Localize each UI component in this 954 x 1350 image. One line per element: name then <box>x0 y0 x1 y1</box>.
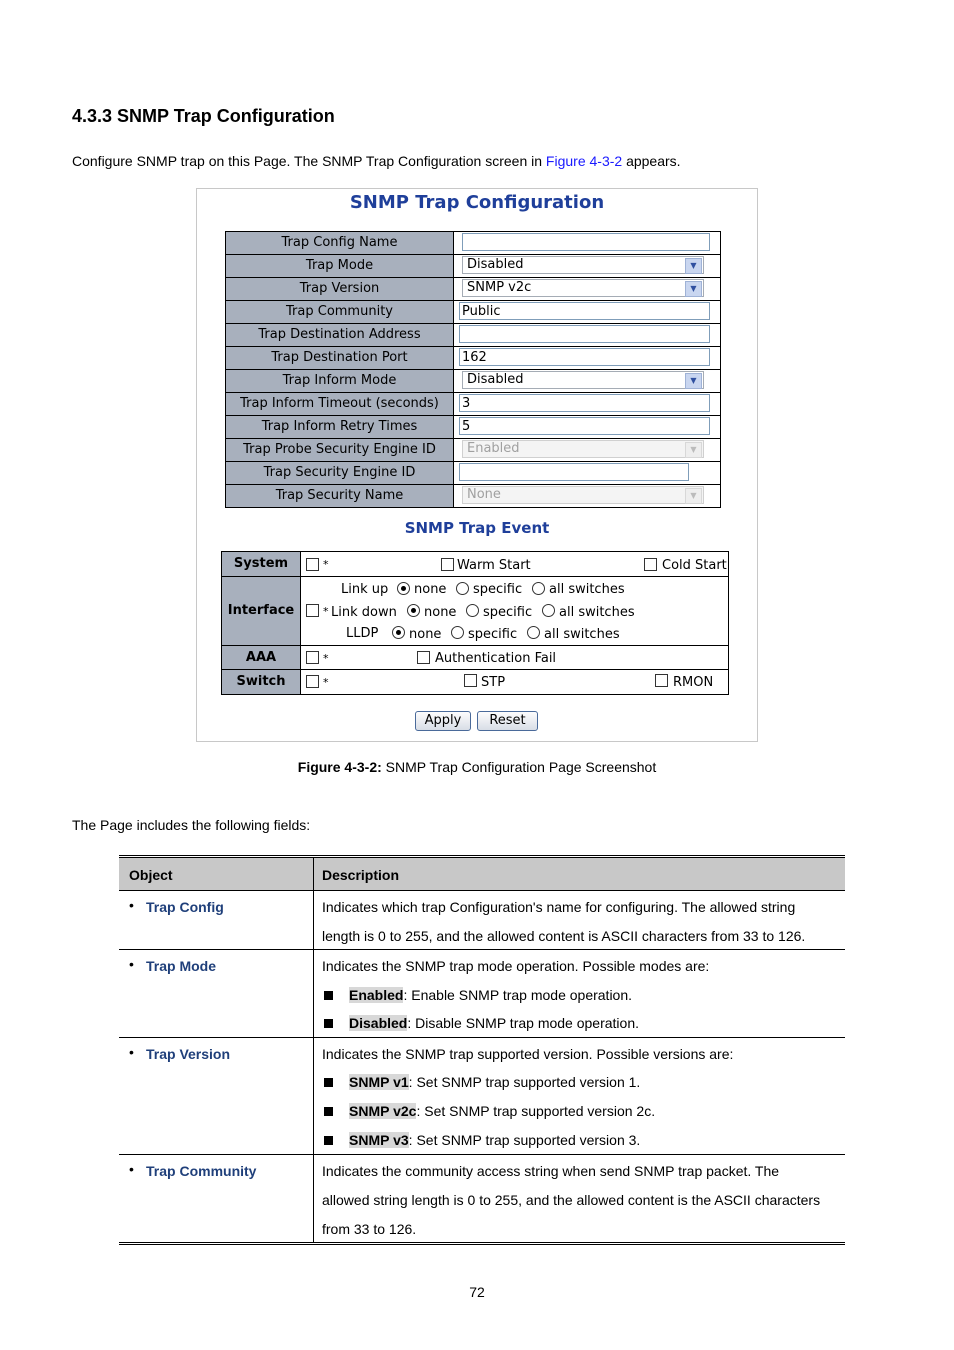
trap-destination-address-input[interactable] <box>459 325 710 343</box>
trap-event-table <box>221 551 729 695</box>
none-label: none <box>414 582 447 597</box>
lldp-all-radio[interactable] <box>527 626 540 639</box>
square-bullet-icon <box>324 1078 333 1087</box>
chevron-down-icon[interactable]: ▼ <box>685 281 702 297</box>
table-row <box>119 891 845 950</box>
table-row <box>119 1155 845 1245</box>
row-trap-inform-mode <box>226 370 720 393</box>
row-trap-security-engine-id <box>226 462 720 485</box>
interface-all-checkbox[interactable] <box>306 604 319 617</box>
none-label: none <box>409 627 442 642</box>
chevron-down-icon: ▼ <box>685 442 702 458</box>
cold-start-label: Cold Start <box>662 558 727 573</box>
link-down-label: Link down <box>331 605 397 620</box>
row-trap-destination-port <box>226 347 720 370</box>
link-down-specific-radio[interactable] <box>466 604 479 617</box>
square-bullet-icon <box>324 991 333 1000</box>
warm-start-checkbox[interactable] <box>441 558 454 571</box>
row-label: Trap Security Engine ID <box>226 462 454 484</box>
warm-start-label: Warm Start <box>457 558 531 573</box>
row-trap-version <box>226 278 720 301</box>
chevron-down-icon: ▼ <box>685 488 702 504</box>
row-trap-mode <box>226 255 720 278</box>
stp-label: STP <box>481 675 506 690</box>
link-up-label: Link up <box>341 582 389 597</box>
row-trap-inform-timeout <box>226 393 720 416</box>
square-bullet-icon <box>324 1136 333 1145</box>
desc-line: Indicates the SNMP trap supported version. Possible versions are: <box>322 1046 734 1062</box>
bullet-mark: • <box>129 1044 134 1060</box>
desc-item: SNMP v3: Set SNMP trap supported version 3. <box>349 1132 641 1148</box>
row-label: Trap Destination Address <box>226 324 454 346</box>
figure-link[interactable]: Figure 4-3-2 <box>545 153 623 169</box>
page-number: 72 <box>469 1284 485 1300</box>
intro-paragraph <box>72 153 681 169</box>
desc-line: Indicates the community access string when send SNMP trap packet. The <box>322 1163 780 1179</box>
switch-all-checkbox[interactable] <box>306 675 319 688</box>
trap-probe-value: Enabled <box>467 441 520 456</box>
rmon-label: RMON <box>673 675 714 690</box>
trap-security-name-value: None <box>467 487 501 502</box>
star-mark: * <box>323 652 329 665</box>
row-label: Trap Mode <box>226 255 454 277</box>
event-interface-label: Interface <box>222 577 301 646</box>
bullet-mark: • <box>129 897 134 913</box>
desc-line: Indicates the SNMP trap mode operation. Possible modes are: <box>322 958 710 974</box>
link-down-all-radio[interactable] <box>542 604 555 617</box>
event-aaa-label: AAA <box>222 646 301 670</box>
row-label: Trap Inform Retry Times <box>226 416 454 438</box>
link-up-all-radio[interactable] <box>532 582 545 595</box>
trap-probe-select <box>462 440 704 458</box>
reset-button[interactable]: Reset <box>477 711 538 731</box>
system-all-checkbox[interactable] <box>306 558 319 571</box>
figure-caption <box>0 759 954 775</box>
none-label: none <box>424 605 457 620</box>
cold-start-checkbox[interactable] <box>644 558 657 571</box>
trap-version-select[interactable] <box>462 279 704 297</box>
star-mark: * <box>323 605 329 618</box>
row-label: Trap Destination Port <box>226 347 454 369</box>
all-switches-label: all switches <box>549 582 625 597</box>
row-label: Trap Inform Mode <box>226 370 454 392</box>
auth-fail-checkbox[interactable] <box>417 651 430 664</box>
row-label: Trap Version <box>226 278 454 300</box>
event-system-label: System <box>222 552 301 577</box>
specific-label: specific <box>468 627 518 642</box>
bullet-mark: • <box>129 1161 134 1177</box>
trap-mode-value: Disabled <box>467 257 524 272</box>
caption-text: SNMP Trap Configuration Page Screenshot <box>381 759 657 775</box>
desc-item: SNMP v2c: Set SNMP trap supported version 2c. <box>349 1103 656 1119</box>
trap-inform-timeout-input[interactable]: 3 <box>459 394 710 412</box>
fields-table <box>119 855 845 1245</box>
all-switches-label: all switches <box>559 605 635 620</box>
trap-config-name-input[interactable] <box>462 233 710 251</box>
screen-title: SNMP Trap Configuration <box>349 192 605 213</box>
trap-inform-mode-select[interactable] <box>462 371 704 389</box>
auth-fail-label: Authentication Fail <box>435 651 557 666</box>
all-switches-label: all switches <box>544 627 620 642</box>
header-description: Description <box>322 867 400 883</box>
row-trap-probe-security-engine-id <box>226 439 720 462</box>
row-label: Trap Community <box>226 301 454 323</box>
row-trap-config-name <box>226 232 720 255</box>
lldp-label: LLDP <box>346 626 379 641</box>
rmon-checkbox[interactable] <box>655 674 668 687</box>
desc-line: from 33 to 126. <box>322 1221 417 1237</box>
chevron-down-icon[interactable]: ▼ <box>685 258 702 274</box>
row-trap-security-name <box>226 485 720 507</box>
event-title: SNMP Trap Event <box>404 519 550 537</box>
row-label: Trap Config Name <box>226 232 454 254</box>
screenshot-frame <box>196 188 758 742</box>
trap-destination-port-input[interactable]: 162 <box>459 348 710 366</box>
specific-label: specific <box>483 605 533 620</box>
lldp-specific-radio[interactable] <box>451 626 464 639</box>
object-name: Trap Config <box>146 899 224 915</box>
desc-item: Enabled: Enable SNMP trap mode operation. <box>349 987 633 1003</box>
lldp-none-radio[interactable] <box>392 626 405 639</box>
object-name: Trap Version <box>146 1046 231 1062</box>
table-header <box>119 858 845 891</box>
trap-inform-mode-value: Disabled <box>467 372 524 387</box>
trap-security-name-select <box>462 486 704 504</box>
object-name: Trap Mode <box>146 958 217 974</box>
trap-security-engine-id-input[interactable] <box>459 463 689 481</box>
trap-mode-select[interactable] <box>462 256 704 274</box>
event-switch-label: Switch <box>222 670 301 694</box>
desc-item: SNMP v1: Set SNMP trap supported version 1. <box>349 1074 641 1090</box>
bullet-mark: • <box>129 956 134 972</box>
trap-version-value: SNMP v2c <box>467 280 532 295</box>
header-object: Object <box>129 867 173 883</box>
link-down-none-radio[interactable] <box>407 604 420 617</box>
intro-text-end: appears. <box>622 153 681 169</box>
object-name: Trap Community <box>146 1163 257 1179</box>
trap-config-table <box>225 231 721 508</box>
desc-item: Disabled: Disable SNMP trap mode operation. <box>349 1015 639 1031</box>
specific-label: specific <box>473 582 523 597</box>
row-trap-destination-address <box>226 324 720 347</box>
fields-intro: The Page includes the following fields: <box>72 817 311 833</box>
section-title: 4.3.3 SNMP Trap Configuration <box>72 106 335 126</box>
row-label: Trap Security Name <box>226 485 454 507</box>
table-row <box>119 1038 845 1155</box>
row-trap-community <box>226 301 720 324</box>
star-mark: * <box>323 676 329 689</box>
caption-label: Figure 4-3-2: <box>297 759 382 775</box>
desc-line: length is 0 to 255, and the allowed content is ASCII characters from 33 to 126. <box>322 928 806 944</box>
desc-line: allowed string length is 0 to 255, and the allowed content is the ASCII characters <box>322 1192 821 1208</box>
link-up-specific-radio[interactable] <box>456 582 469 595</box>
trap-community-input[interactable]: Public <box>459 302 710 320</box>
chevron-down-icon[interactable]: ▼ <box>685 373 702 389</box>
desc-line: Indicates which trap Configuration's name for configuring. The allowed string <box>322 899 796 915</box>
square-bullet-icon <box>324 1107 333 1116</box>
row-label: Trap Probe Security Engine ID <box>226 439 454 461</box>
link-up-none-radio[interactable] <box>397 582 410 595</box>
trap-inform-retry-input[interactable]: 5 <box>459 417 710 435</box>
table-row <box>119 950 845 1038</box>
stp-checkbox[interactable] <box>464 674 477 687</box>
row-trap-inform-retry <box>226 416 720 439</box>
square-bullet-icon <box>324 1019 333 1028</box>
aaa-all-checkbox[interactable] <box>306 651 319 664</box>
apply-button[interactable]: Apply <box>415 711 471 731</box>
intro-text: Configure SNMP trap on this Page. The SNMP Trap Configuration screen in <box>72 153 546 169</box>
star-mark: * <box>323 558 329 571</box>
row-label: Trap Inform Timeout (seconds) <box>226 393 454 415</box>
